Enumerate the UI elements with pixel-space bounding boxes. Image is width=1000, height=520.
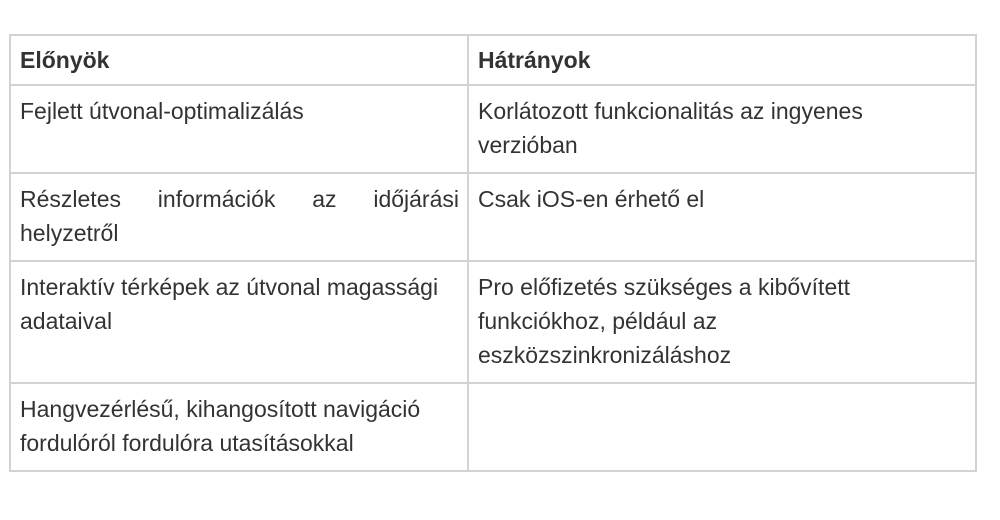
table-row: [10, 383, 976, 471]
table-header: [10, 35, 976, 85]
table-cell-pro: Fejlett útvonal-optimalizálás: [10, 85, 468, 173]
pros-cons-table: [9, 34, 977, 472]
table-cell-pro: Hangvezérlésű, kihangosított navigáció fordulóról fordulóra utasításokkal: [10, 383, 468, 471]
table-cell-pro: Interaktív térképek az útvonal magassági adataival: [10, 261, 468, 383]
table-row: [10, 173, 976, 261]
table-cell-con: Pro előfizetés szükséges a kibővített funkciókhoz, például az eszközszinkronizáláshoz: [468, 261, 976, 383]
table-cell-con: Korlátozott funkcionalitás az ingyenes verzióban: [468, 85, 976, 173]
table-body: [10, 85, 976, 471]
header-cell-cons: Hátrányok: [468, 35, 976, 85]
table-cell-con: [468, 383, 976, 471]
table-header-row: [10, 35, 976, 85]
header-cell-pros: Előnyök: [10, 35, 468, 85]
table-cell-pro: Részletes információk az időjárási helyzetről: [10, 173, 468, 261]
table-row: [10, 261, 976, 383]
table-row: [10, 85, 976, 173]
table-cell-con: Csak iOS-en érhető el: [468, 173, 976, 261]
